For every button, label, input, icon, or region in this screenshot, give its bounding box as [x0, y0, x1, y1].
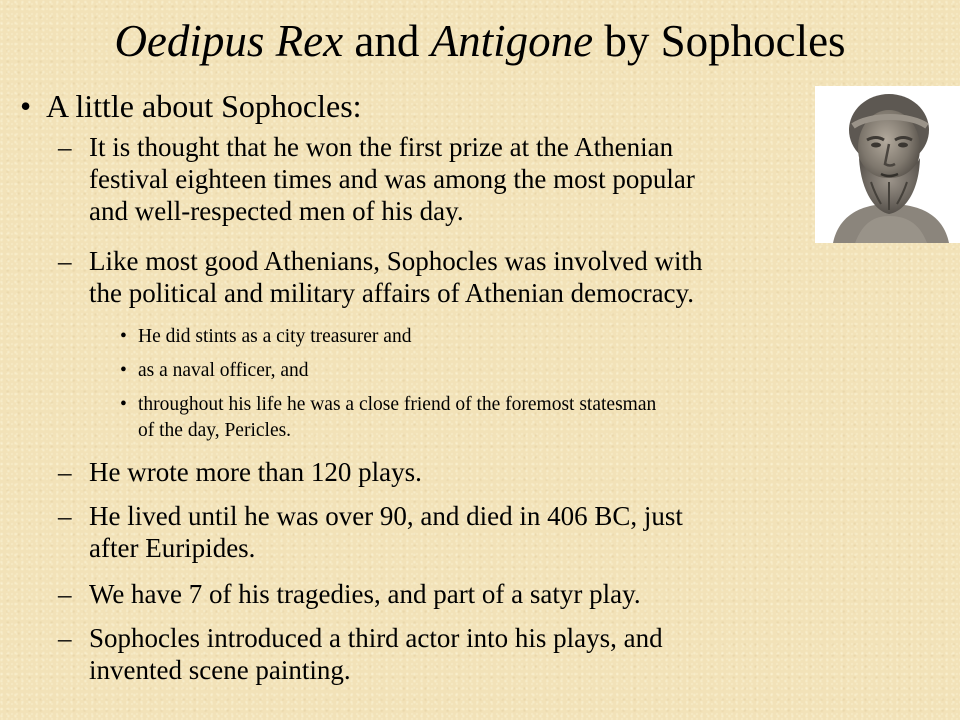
point-line: and well-respected men of his day.	[89, 196, 464, 226]
title-play-2: Antigone	[430, 16, 594, 66]
dash-icon: –	[58, 246, 72, 276]
point-line: the political and military affairs of Athenian democracy.	[89, 278, 695, 308]
dash-icon: –	[58, 457, 72, 487]
dash-icon: –	[58, 579, 72, 609]
point-line: festival eighteen times and was among the most popular	[89, 164, 695, 194]
dash-icon: –	[58, 623, 72, 653]
bullet-icon: •	[120, 326, 127, 347]
point-line: He wrote more than 120 plays.	[89, 457, 422, 487]
point-line: We have 7 of his tragedies, and part of a satyr play.	[89, 579, 641, 609]
point-text	[89, 578, 869, 610]
point-line: He lived until he was over 90, and died in 406 BC, just	[89, 501, 683, 531]
title-play-1: Oedipus Rex	[114, 16, 344, 66]
subpoint-line: throughout his life he was a close friend of the foremost statesman	[138, 394, 657, 415]
bullet-icon: •	[120, 394, 127, 415]
bullet-icon: •	[20, 88, 32, 124]
main-bullet-text: A little about Sophocles:	[46, 88, 362, 124]
slide-title	[0, 14, 960, 68]
subpoint-line: He did stints as a city treasurer and	[138, 326, 412, 347]
point-line: Sophocles introduced a third actor into his plays, and	[89, 623, 663, 653]
title-author: by Sophocles	[593, 16, 846, 66]
dash-icon: –	[58, 501, 72, 531]
point-line: after Euripides.	[89, 533, 256, 563]
bullet-icon: •	[120, 360, 127, 381]
subpoint-line: as a naval officer, and	[138, 360, 309, 381]
subpoint-line: of the day, Pericles.	[138, 420, 292, 441]
point-text	[89, 456, 869, 488]
point-line: Like most good Athenians, Sophocles was involved with	[89, 246, 703, 276]
title-and: and	[343, 16, 431, 66]
point-line: It is thought that he won the first prize at the Athenian	[89, 132, 674, 162]
subpoint-text	[138, 358, 898, 384]
point-line: invented scene painting.	[89, 655, 351, 685]
point-text	[89, 131, 869, 227]
dash-icon: –	[58, 132, 72, 162]
main-bullet	[20, 86, 362, 126]
point-text	[89, 500, 869, 564]
subpoint-text	[138, 324, 898, 350]
subpoint-text	[138, 392, 898, 444]
point-text	[89, 622, 869, 686]
point-text	[89, 245, 869, 309]
